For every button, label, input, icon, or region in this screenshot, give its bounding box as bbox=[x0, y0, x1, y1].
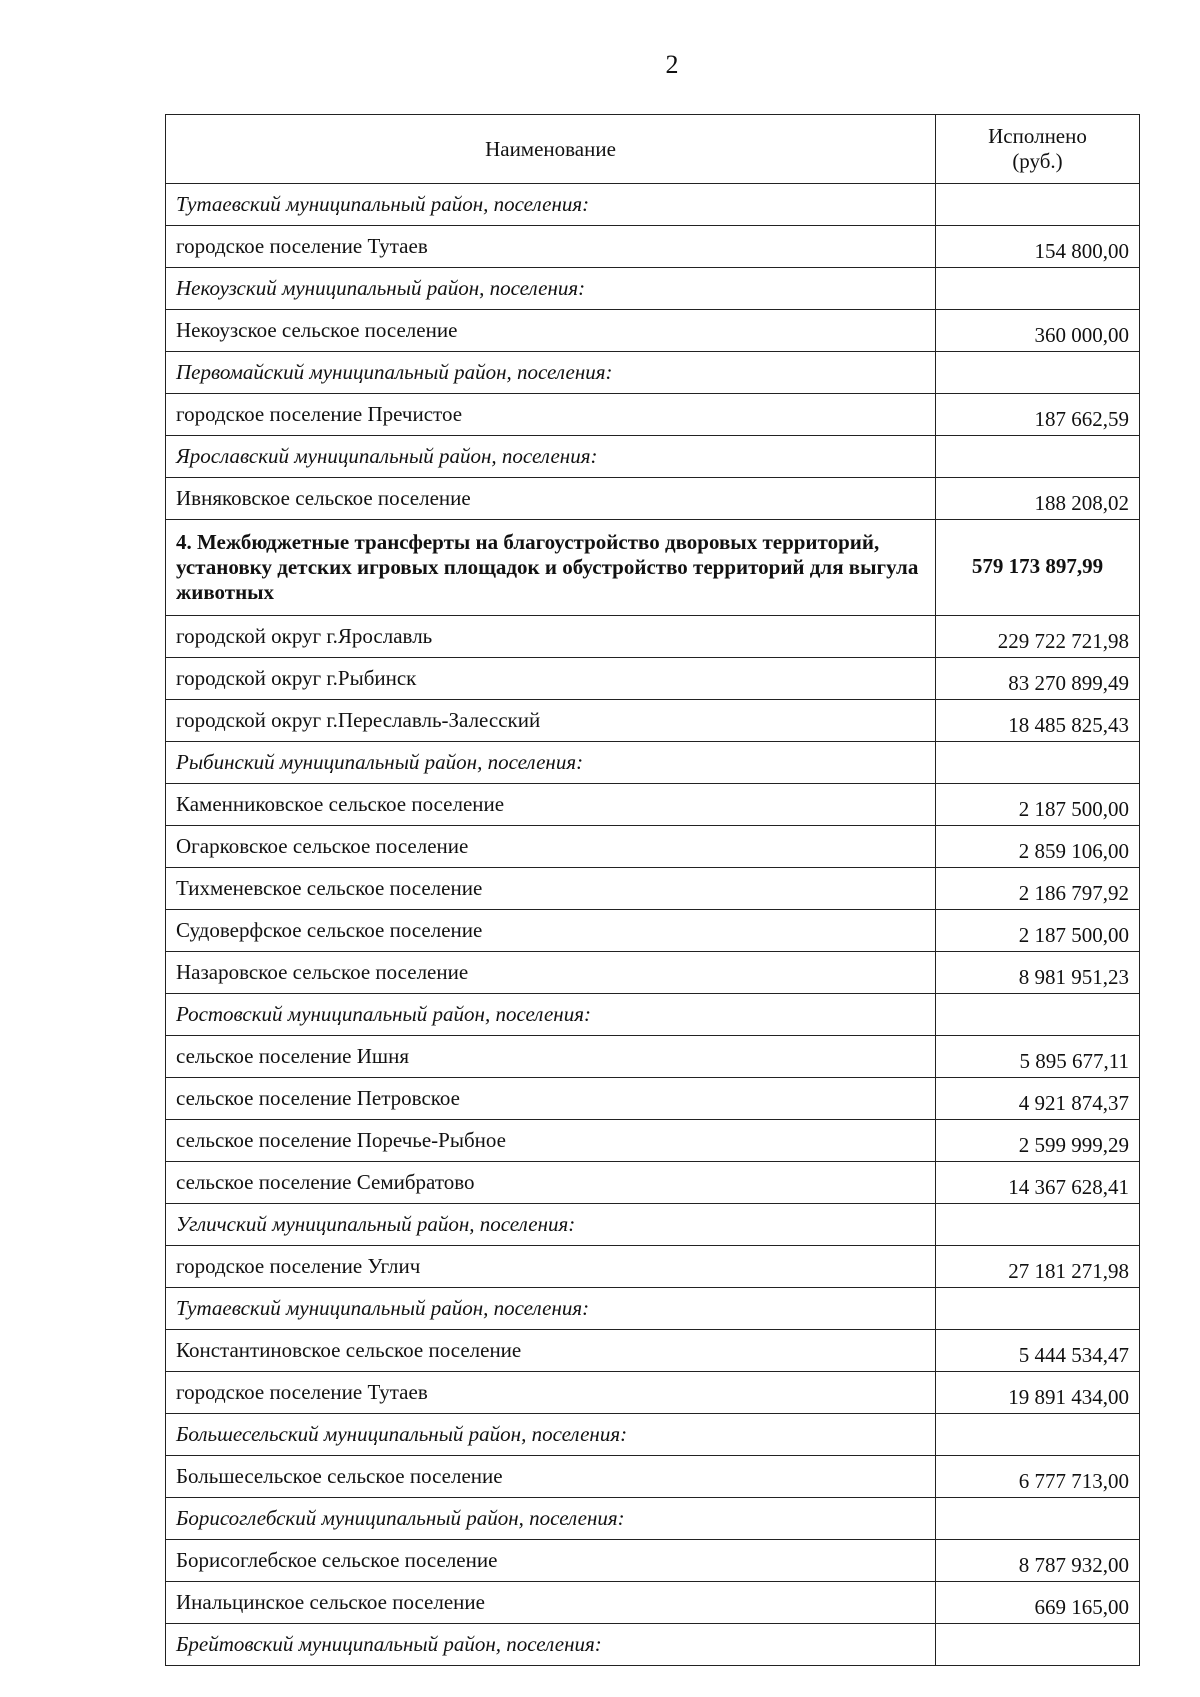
row-value: 6 777 713,00 bbox=[936, 1456, 1140, 1498]
row-value: 5 895 677,11 bbox=[936, 1036, 1140, 1078]
group-row bbox=[166, 436, 1140, 478]
table-row bbox=[166, 310, 1140, 352]
row-name: Судоверфское сельское поселение bbox=[166, 910, 936, 952]
group-row bbox=[166, 1498, 1140, 1540]
row-name: Назаровское сельское поселение bbox=[166, 952, 936, 994]
group-row bbox=[166, 268, 1140, 310]
table-row bbox=[166, 1120, 1140, 1162]
row-value: 8 787 932,00 bbox=[936, 1540, 1140, 1582]
budget-table bbox=[165, 114, 1140, 1666]
row-name: Ивняковское сельское поселение bbox=[166, 478, 936, 520]
row-value: 2 186 797,92 bbox=[936, 868, 1140, 910]
row-value bbox=[936, 352, 1140, 394]
table-row bbox=[166, 1456, 1140, 1498]
row-name: Каменниковское сельское поселение bbox=[166, 784, 936, 826]
row-name: городской округ г.Ярославль bbox=[166, 616, 936, 658]
table-row bbox=[166, 616, 1140, 658]
row-value: 2 859 106,00 bbox=[936, 826, 1140, 868]
row-name: Первомайский муниципальный район, поселения: bbox=[166, 352, 936, 394]
table-row bbox=[166, 1330, 1140, 1372]
table-row bbox=[166, 1036, 1140, 1078]
row-name: городской округ г.Переславль-Залесский bbox=[166, 700, 936, 742]
table-row bbox=[166, 478, 1140, 520]
row-value: 14 367 628,41 bbox=[936, 1162, 1140, 1204]
table-row bbox=[166, 658, 1140, 700]
row-name: сельское поселение Семибратово bbox=[166, 1162, 936, 1204]
row-value: 4 921 874,37 bbox=[936, 1078, 1140, 1120]
row-value bbox=[936, 436, 1140, 478]
row-value: 2 187 500,00 bbox=[936, 784, 1140, 826]
row-name: Инальцинское сельское поселение bbox=[166, 1582, 936, 1624]
row-value bbox=[936, 268, 1140, 310]
table-row bbox=[166, 868, 1140, 910]
group-row bbox=[166, 1624, 1140, 1666]
row-value: 187 662,59 bbox=[936, 394, 1140, 436]
row-name: Тутаевский муниципальный район, поселения: bbox=[166, 184, 936, 226]
row-value: 18 485 825,43 bbox=[936, 700, 1140, 742]
table-header-row bbox=[166, 115, 1140, 184]
row-name: Тихменевское сельское поселение bbox=[166, 868, 936, 910]
row-name: сельское поселение Петровское bbox=[166, 1078, 936, 1120]
table-body bbox=[166, 184, 1140, 1666]
row-value: 669 165,00 bbox=[936, 1582, 1140, 1624]
row-name: Большесельское сельское поселение bbox=[166, 1456, 936, 1498]
row-value bbox=[936, 1624, 1140, 1666]
row-value bbox=[936, 742, 1140, 784]
row-name: городское поселение Углич bbox=[166, 1246, 936, 1288]
row-name: Рыбинский муниципальный район, поселения: bbox=[166, 742, 936, 784]
group-row bbox=[166, 184, 1140, 226]
row-value: 27 181 271,98 bbox=[936, 1246, 1140, 1288]
row-value: 5 444 534,47 bbox=[936, 1330, 1140, 1372]
group-row bbox=[166, 1204, 1140, 1246]
row-value: 360 000,00 bbox=[936, 310, 1140, 352]
table-row bbox=[166, 910, 1140, 952]
row-name: Ростовский муниципальный район, поселения: bbox=[166, 994, 936, 1036]
header-name: Наименование bbox=[166, 115, 936, 184]
header-value: Исполнено (руб.) bbox=[936, 115, 1140, 184]
row-value: 19 891 434,00 bbox=[936, 1372, 1140, 1414]
row-name: Борисоглебское сельское поселение bbox=[166, 1540, 936, 1582]
row-name: сельское поселение Поречье-Рыбное bbox=[166, 1120, 936, 1162]
row-value bbox=[936, 184, 1140, 226]
table-row bbox=[166, 1540, 1140, 1582]
row-name: городской округ г.Рыбинск bbox=[166, 658, 936, 700]
row-name: городское поселение Тутаев bbox=[166, 226, 936, 268]
section-row bbox=[166, 520, 1140, 616]
row-name: Тутаевский муниципальный район, поселения: bbox=[166, 1288, 936, 1330]
row-value bbox=[936, 1204, 1140, 1246]
table-row bbox=[166, 1372, 1140, 1414]
row-name: Ярославский муниципальный район, поселения: bbox=[166, 436, 936, 478]
page-number: 2 bbox=[665, 50, 679, 79]
row-value: 2 187 500,00 bbox=[936, 910, 1140, 952]
row-name: Брейтовский муниципальный район, поселения: bbox=[166, 1624, 936, 1666]
table-row bbox=[166, 784, 1140, 826]
group-row bbox=[166, 994, 1140, 1036]
table-row bbox=[166, 700, 1140, 742]
row-value: 8 981 951,23 bbox=[936, 952, 1140, 994]
row-name: Борисоглебский муниципальный район, поселения: bbox=[166, 1498, 936, 1540]
table-row bbox=[166, 1162, 1140, 1204]
table-row bbox=[166, 1246, 1140, 1288]
table-row bbox=[166, 394, 1140, 436]
row-value: 188 208,02 bbox=[936, 478, 1140, 520]
row-name: сельское поселение Ишня bbox=[166, 1036, 936, 1078]
row-value: 2 599 999,29 bbox=[936, 1120, 1140, 1162]
row-name: Некоузское сельское поселение bbox=[166, 310, 936, 352]
row-value bbox=[936, 1414, 1140, 1456]
row-name: 4. Межбюджетные трансферты на благоустройство дворовых территорий, установку детских игровых площадок и обустройство территорий для выгула животных bbox=[166, 520, 936, 616]
table-row bbox=[166, 826, 1140, 868]
row-name: Константиновское сельское поселение bbox=[166, 1330, 936, 1372]
row-value bbox=[936, 994, 1140, 1036]
table-row bbox=[166, 1078, 1140, 1120]
table-row bbox=[166, 226, 1140, 268]
row-value: 229 722 721,98 bbox=[936, 616, 1140, 658]
row-value: 579 173 897,99 bbox=[936, 520, 1140, 616]
row-value bbox=[936, 1498, 1140, 1540]
row-name: Большесельский муниципальный район, поселения: bbox=[166, 1414, 936, 1456]
row-name: Угличский муниципальный район, поселения: bbox=[166, 1204, 936, 1246]
row-value: 83 270 899,49 bbox=[936, 658, 1140, 700]
group-row bbox=[166, 1414, 1140, 1456]
group-row bbox=[166, 352, 1140, 394]
row-name: Огарковское сельское поселение bbox=[166, 826, 936, 868]
row-value: 154 800,00 bbox=[936, 226, 1140, 268]
group-row bbox=[166, 1288, 1140, 1330]
table-row bbox=[166, 952, 1140, 994]
row-value bbox=[936, 1288, 1140, 1330]
row-name: Некоузский муниципальный район, поселения: bbox=[166, 268, 936, 310]
row-name: городское поселение Пречистое bbox=[166, 394, 936, 436]
group-row bbox=[166, 742, 1140, 784]
row-name: городское поселение Тутаев bbox=[166, 1372, 936, 1414]
table-row bbox=[166, 1582, 1140, 1624]
